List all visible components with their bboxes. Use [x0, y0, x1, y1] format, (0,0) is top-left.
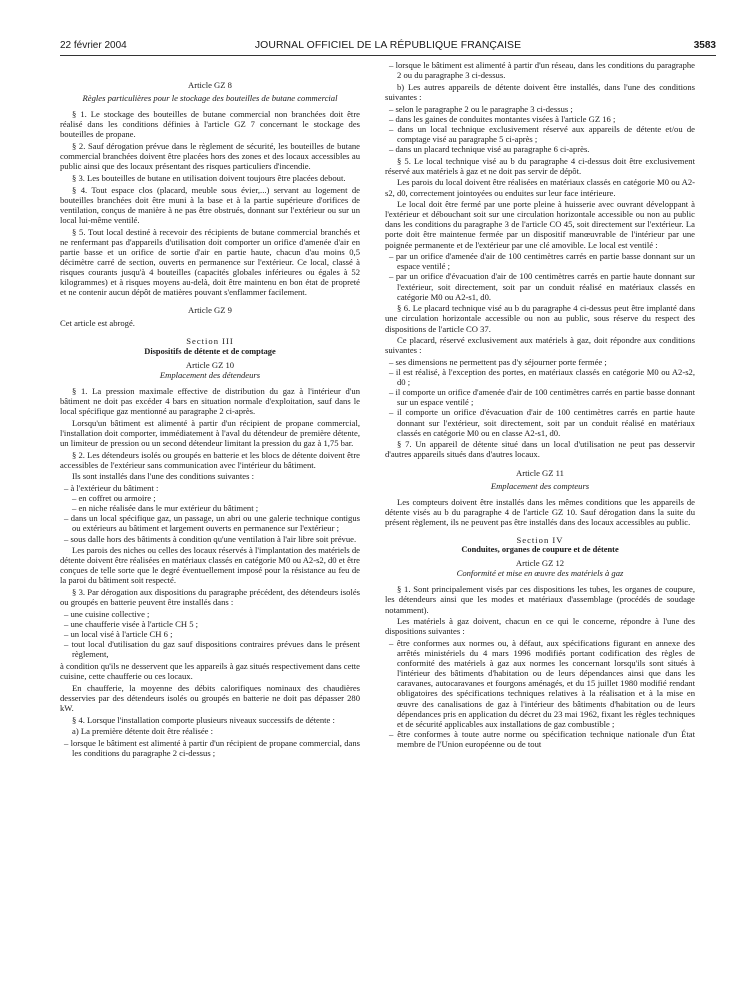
- list-item: – dans un local technique exclusivement réservé aux appareils de détente et/ou de comptage visé au paragraphe 5 ci-après ;: [389, 123, 695, 144]
- list-item: – un local visé à l'article CH 6 ;: [64, 629, 173, 640]
- list-item: – il comporte un orifice d'amenée d'air de 100 centimètres carrés en partie basse donnant sur un espace ventilé ;: [389, 387, 695, 408]
- list-item: – selon le paragraphe 2 ou le paragraphe 3 ci-dessus ;: [389, 103, 573, 114]
- paragraph: Le local doit être fermé par une porte pleine à huisserie avec ouvrant développant à l'extérieur et débouchant soit sur une circulation horizontale accessible ou non au public dans les conditions du paragraphe 3 de l'article CO 45, soit directement sur l'extérieur. La porte doit être maintenue fermée par un dispositif manœuvrable de l'intérieur par une poignée permanente et de l'extérieur par une clé amovible. Le local est ventilé :: [385, 199, 695, 250]
- paragraph: § 6. Le placard technique visé au b du paragraphe 4 ci-dessus peut être implanté dans une circulation horizontale accessible ou non au public, sous réserve du respect des dispositions de l'article CO 37.: [385, 303, 695, 334]
- journal-title: JOURNAL OFFICIEL DE LA RÉPUBLIQUE FRANÇAISE: [254, 40, 522, 51]
- section-heading: Section IV: [516, 534, 564, 545]
- article-subtitle: Emplacement des détendeurs: [159, 369, 261, 380]
- issue-date: 22 février 2004: [60, 40, 127, 51]
- right-column: [385, 60, 695, 972]
- paragraph: § 7. Un appareil de détente situé dans un local d'utilisation ne peut pas desservir d'autres appareils situés dans d'autres locaux.: [385, 439, 695, 460]
- list-item: – une cuisine collective ;: [64, 608, 150, 619]
- list-item: – une chaufferie visée à l'article CH 5 ;: [64, 619, 199, 630]
- paragraph: § 2. Sauf dérogation prévue dans le règlement de sécurité, les bouteilles de butane commercial branchées doivent être placées hors des zones et des locaux accessibles au public ainsi que des locaux présentant des risques particuliers d'incendie.: [60, 141, 360, 172]
- list-item: – à l'extérieur du bâtiment :: [64, 483, 159, 494]
- list-item: – ses dimensions ne permettent pas d'y séjourner porte fermée ;: [389, 356, 607, 367]
- page-number: 3583: [693, 40, 716, 51]
- paragraph: § 2. Les détendeurs isolés ou groupés en batterie et les blocs de détente doivent être accessibles de l'extérieur sans communication avec l'intérieur du bâtiment.: [60, 449, 360, 470]
- left-column: [60, 72, 360, 984]
- dash-list: [60, 483, 360, 544]
- dash-list: [385, 638, 695, 749]
- paragraph: Ils sont installés dans l'une des conditions suivantes :: [72, 471, 255, 482]
- list-item: – dans les gaines de conduites montantes visées à l'article GZ 16 ;: [389, 113, 616, 124]
- dash-list: [60, 738, 360, 758]
- dash-list: [385, 357, 695, 438]
- article-subtitle: Règles particulières pour le stockage des bouteilles de butane commercial: [82, 93, 338, 104]
- paragraph: § 1. Sont principalement visés par ces dispositions les tubes, les organes de coupure, les détendeurs ainsi que les modes et matériaux d'assemblage (procédés de soudage notamment).: [385, 584, 695, 615]
- header-rule: [60, 55, 716, 56]
- article-heading: Article GZ 11: [516, 467, 564, 478]
- paragraph: § 1. Le stockage des bouteilles de butane commercial non branchées doit être réalisé dans les conditions définies à l'article GZ 7 concernant le stockage des bouteilles de propane.: [60, 109, 360, 140]
- paragraph: § 4. Lorsque l'installation comporte plusieurs niveaux successifs de détente :: [72, 714, 335, 725]
- list-item: – lorsque le bâtiment est alimenté à partir d'un réseau, dans les conditions du paragraphe 2 ou du paragraphe 3 ci-dessus.: [389, 60, 695, 81]
- article-subtitle: Conformité et mise en œuvre des matériels à gaz: [456, 568, 624, 579]
- paragraph: a) La première détente doit être réalisée :: [72, 726, 213, 737]
- article-heading: Article GZ 9: [188, 305, 232, 316]
- list-item: – lorsque le bâtiment est alimenté à partir d'un récipient de propane commercial, dans les conditions du paragraphe 2 ci-dessus ;: [64, 738, 360, 759]
- list-item: – être conformes à toute autre norme ou spécification technique nationale d'un État membre de l'Union européenne ou de tout: [389, 728, 695, 749]
- paragraph: Les compteurs doivent être installés dans les mêmes conditions que les appareils de détente visés au b du paragraphe 4 de l'article GZ 10. Sauf dérogation dans la suite du présent règlement, ils ne peuvent pas être installés dans des locaux accessibles au public.: [385, 496, 695, 527]
- list-item: – dans un placard technique visé au paragraphe 6 ci-après.: [389, 143, 590, 154]
- paragraph: Ce placard, réservé exclusivement aux matériels à gaz, doit répondre aux conditions suivantes :: [385, 335, 695, 356]
- list-item: – il est réalisé, à l'exception des portes, en matériaux classés en catégorie M0 ou A2-s2, d0 ;: [389, 367, 695, 388]
- section-title: Conduites, organes de coupure et de détente: [461, 545, 619, 555]
- paragraph: § 4. Tout espace clos (placard, meuble sous évier,...) servant au logement de bouteilles branchées doit être muni à la base et à la partie supérieure d'orifices de ventilation, conçus de manière à ne pas être obstrués, donnant sur l'extérieur ou sur un local lui-même ventilé.: [60, 184, 360, 225]
- list-item: – par un orifice d'évacuation d'air de 100 centimètres carrés en partie haute donnant sur l'extérieur, soit directement, soit par un conduit réalisé en matériaux classés en catégorie M0 ou A2-s1, d0.: [389, 271, 695, 302]
- page-header: [60, 40, 716, 56]
- list-item: – en niche réalisée dans le mur extérieur du bâtiment ;: [72, 503, 259, 514]
- paragraph: Les parois des niches ou celles des locaux réservés à l'implantation des matériels de détente doivent être réalisées en matériaux classés en catégorie M0 ou A2-s2, d0 et être conçues de telle sorte que le degré éventuellement imposé pour la résistance au feu de la paroi du bâtiment soit respecté.: [60, 545, 360, 586]
- dash-list: [60, 609, 360, 659]
- article-heading: Article GZ 10: [185, 359, 235, 370]
- list-item: – dans un local spécifique gaz, un passage, un abri ou une galerie technique contigus ou extérieurs au bâtiment et largement ouverts en permanence sur l'extérieur ;: [64, 513, 360, 534]
- paragraph: Lorsqu'un bâtiment est alimenté à partir d'un récipient de propane commercial, l'installation doit comporter, immédiatement à l'aval du détendeur de première détente, un limiteur de pression ou un second détendeur limitant la pression du gaz à 1,75 bar.: [60, 417, 360, 448]
- section-title: Dispositifs de détente et de comptage: [144, 346, 276, 356]
- paragraph: § 3. Par dérogation aux dispositions du paragraphe précédent, des détendeurs isolés ou groupés en batterie peuvent être installés dans :: [60, 587, 360, 608]
- paragraph: En chaufferie, la moyenne des débits calorifiques nominaux des chaudières desservies par des détendeurs isolés ou groupés en batterie ne doit pas dépasser 280 kW.: [60, 682, 360, 713]
- list-item: – il comporte un orifice d'évacuation d'air de 100 centimètres carrés en partie haute donnant sur l'extérieur, soit directement, soit par un conduit réalisé en matériaux classés en catégorie M0 ou en classe A2-s1, d0.: [389, 407, 695, 438]
- list-item: – être conformes aux normes ou, à défaut, aux spécifications figurant en annexe des arrêtés ministériels du 4 mars 1996 modifiés portant codification des règles de conformité des matériels à gaz aux normes les concernant lorsqu'ils sont situés à l'intérieur des bâtiments d'habitation ou de leurs dépendances ainsi que dans les caravanes, autocaravanes et fourgons aménagés, et du 15 juillet 1980 modifié rendant obligatoires des spécifications techniques relatives à la réalisation et à la mise en œuvre des canalisations de gaz à l'intérieur des bâtiments d'habitation ou de leurs dépendances pris en application du décret du 23 mai 1962, fixant les règles techniques et de sécurité applicables aux installations de gaz combustible ;: [389, 638, 695, 729]
- paragraph: § 3. Les bouteilles de butane en utilisation doivent toujours être placées debout.: [72, 172, 346, 183]
- paragraph: Les matériels à gaz doivent, chacun en ce qui le concerne, répondre à l'une des dispositions suivantes :: [385, 616, 695, 637]
- paragraph: § 5. Le local technique visé au b du paragraphe 4 ci-dessus doit être exclusivement réservé aux matériels à gaz et ne doit pas servir de dépôt.: [385, 155, 695, 176]
- paragraph: Les parois du local doivent être réalisées en matériaux classés en catégorie M0 ou A2-s2, d0, correctement jointoyées ou enduites sur leur face intérieure.: [385, 177, 695, 198]
- list-item: – en coffret ou armoire ;: [72, 493, 156, 504]
- paragraph: Cet article est abrogé.: [60, 318, 135, 329]
- article-heading: Article GZ 8: [188, 80, 232, 90]
- list-item: – sous dalle hors des bâtiments à condition qu'une ventilation à l'air libre soit prévue.: [64, 533, 357, 544]
- dash-list: [385, 251, 695, 301]
- dash-list: [385, 104, 695, 154]
- section-heading: Section III: [186, 336, 234, 347]
- paragraph: b) Les autres appareils de détente doivent être installés, dans l'une des conditions suivantes :: [385, 81, 695, 102]
- paragraph: à condition qu'ils ne desservent que les appareils à gaz situés respectivement dans cette cuisine, cette chaufferie ou ces locaux.: [60, 661, 360, 682]
- list-item: – par un orifice d'amenée d'air de 100 centimètres carrés en partie basse donnant sur un espace ventilé ;: [389, 251, 695, 272]
- dash-list: [385, 60, 695, 80]
- paragraph: § 5. Tout local destiné à recevoir des récipients de butane commercial branchés et ne renfermant pas d'appareils d'utilisation doit comporter un orifice d'amenée d'air en partie basse et un orifice de sortie d'air en partie haute, chacun d'au moins 0,5 décimètre carré de section, ouverts en permanence sur l'extérieur. Ce local, classé à risques courants jusqu'à 4 bouteilles (capacités globales inférieures ou égales à 52 kilogrammes) et à risques moyens au-delà, doit être maintenu en bon état de propreté et ne contenir aucun dépôt de matières pouvant s'enflammer facilement.: [60, 226, 360, 298]
- article-subtitle: Emplacement des compteurs: [490, 480, 590, 491]
- paragraph: § 1. La pression maximale effective de distribution du gaz à l'intérieur d'un bâtiment ne doit pas excéder 4 bars en situation normale d'exploitation, sauf dans le local spécifique gaz mentionné au paragraphe 2 ci-après.: [60, 385, 360, 416]
- list-item: – tout local d'utilisation du gaz sauf dispositions contraires prévues dans le présent règlement,: [64, 639, 360, 660]
- article-heading: Article GZ 12: [515, 558, 565, 569]
